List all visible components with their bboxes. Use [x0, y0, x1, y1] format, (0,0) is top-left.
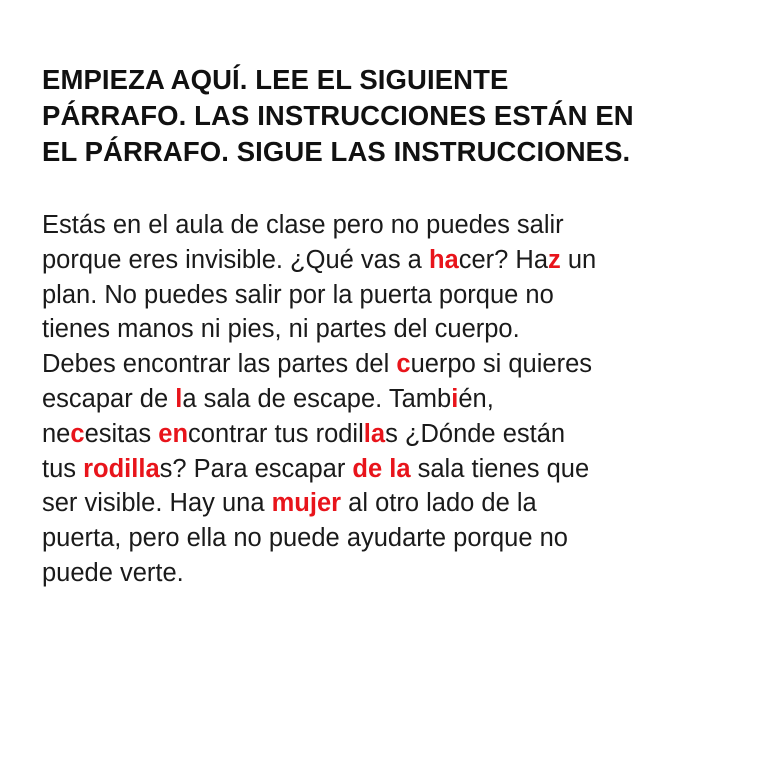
paragraph-text: Debes encontrar las partes del — [42, 350, 397, 379]
paragraph-text: plan. No puedes salir por la puerta porque no — [42, 280, 554, 309]
paragraph-text: a sala de escape. Tamb — [182, 384, 452, 413]
heading-line: EMPIEZA AQUÍ. LEE EL SIGUIENTE — [42, 64, 509, 95]
paragraph-text: esitas — [84, 419, 159, 448]
paragraph-line — [42, 452, 732, 487]
highlighted-clue: c — [70, 419, 85, 448]
paragraph-text: un — [560, 245, 597, 274]
paragraph-text: al otro lado de la — [341, 489, 537, 518]
paragraph-line — [42, 312, 732, 347]
instructions-heading — [42, 62, 732, 170]
paragraph-text: Estás en el aula de clase pero no puedes salir — [42, 211, 564, 239]
paragraph-text: ser visible. Hay una — [42, 489, 272, 518]
paragraph-text: én, — [458, 384, 494, 413]
highlighted-clue: c — [396, 350, 411, 379]
highlighted-clue: rodilla — [83, 454, 160, 483]
paragraph-line — [42, 417, 732, 452]
puzzle-page — [42, 62, 732, 591]
paragraph-text: contrar tus rodil — [188, 419, 364, 448]
paragraph-text: sala tienes que — [410, 454, 590, 483]
highlighted-clue: mujer — [271, 489, 342, 518]
highlighted-clue: z — [548, 245, 561, 274]
paragraph-text: tienes manos ni pies, ni partes del cuerpo. — [42, 315, 520, 344]
paragraph-text: ne — [42, 419, 71, 448]
paragraph-text: s? Para escapar — [159, 454, 353, 483]
paragraph-line — [42, 208, 732, 243]
paragraph-text: tus — [42, 454, 84, 483]
heading-line: EL PÁRRAFO. SIGUE LAS INSTRUCCIONES. — [42, 136, 631, 167]
paragraph-text: cer? Ha — [458, 245, 549, 274]
paragraph-line — [42, 521, 732, 556]
highlighted-clue: en — [158, 419, 189, 448]
paragraph-line — [42, 382, 732, 417]
paragraph-text: escapar de — [42, 384, 176, 413]
paragraph-line — [42, 347, 732, 382]
highlighted-clue: ha — [428, 245, 459, 274]
paragraph-text: puerta, pero ella no puede ayudarte porque no — [42, 524, 568, 553]
paragraph-line — [42, 556, 732, 591]
paragraph-line — [42, 243, 732, 278]
paragraph-text: uerpo si quieres — [410, 350, 593, 379]
paragraph-text: s ¿Dónde están — [385, 419, 566, 448]
paragraph-text: porque eres invisible. ¿Qué vas a — [42, 245, 429, 274]
highlighted-clue: la — [363, 419, 386, 448]
highlighted-clue: de la — [352, 454, 411, 483]
paragraph-text: puede verte. — [42, 558, 184, 587]
highlighted-clue: i — [451, 384, 459, 413]
paragraph-line — [42, 278, 732, 313]
puzzle-paragraph — [42, 208, 732, 591]
heading-line: PÁRRAFO. LAS INSTRUCCIONES ESTÁN EN — [42, 100, 634, 131]
highlighted-clue: l — [175, 384, 183, 413]
paragraph-line — [42, 486, 732, 521]
